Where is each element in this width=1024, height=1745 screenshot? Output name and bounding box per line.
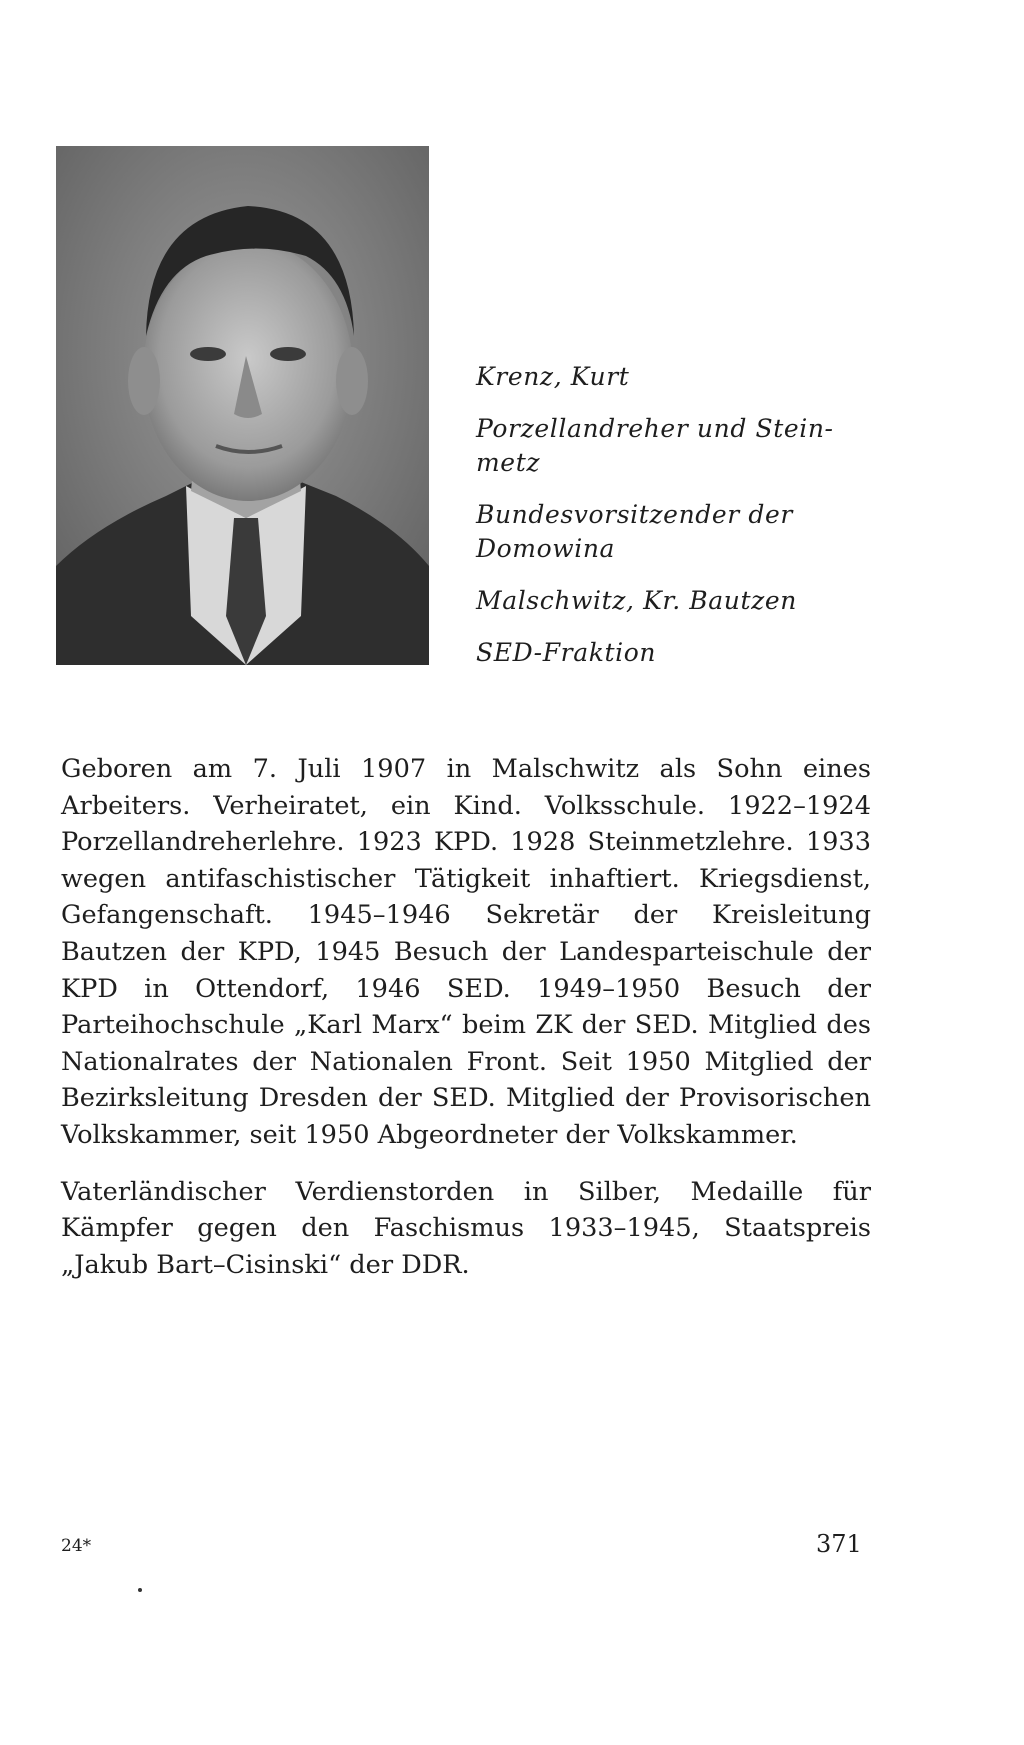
print-speck	[138, 1588, 142, 1592]
portrait-photo	[56, 146, 429, 665]
page-number: 371	[816, 1530, 862, 1558]
biography	[61, 751, 871, 1303]
person-name: Krenz, Kurt	[476, 362, 630, 391]
biography-paragraph: Geboren am 7. Juli 1907 in Malschwitz als Sohn eines Arbeiters. Verheiratet, ein Kind. Volksschule. 1922–1924 Porzellandreherlehre. 1923 KPD. 1928 Steinmetzlehre. 1933 wegen antifaschistischer Tätigkeit inhaftiert. Kriegsdienst, Gefangenschaft. 1945–1946 Sekretär der Kreisleitung Bautzen der KPD, 1945 Besuch der Landesparteischule der KPD in Ottendorf, 1946 SED. 1949–1950 Besuch der Parteihochschule „Karl Marx“ beim ZK der SED. Mitglied des Nationalrates der Nationalen Front. Seit 1950 Mitglied der Bezirksleitung Dresden der SED. Mitglied der Provisorischen Volkskammer, seit 1950 Abgeordneter der Volkskammer.	[61, 754, 871, 1150]
person-residence: Malschwitz, Kr. Bautzen	[476, 586, 798, 615]
person-occupation: Porzellandreher und Stein-metz	[476, 414, 834, 477]
awards-paragraph: Vaterländischer Verdienstorden in Silber, Medaille für Kämpfer gegen den Faschismus 1933–1945, Staatspreis „Jakub Bart–Cisinski“ der DDR.	[61, 1176, 871, 1280]
person-position: Bundesvorsitzender der Domowina	[476, 500, 793, 563]
person-faction: SED-Fraktion	[476, 638, 657, 667]
signature-mark: 24*	[61, 1536, 92, 1556]
person-caption	[476, 360, 846, 688]
